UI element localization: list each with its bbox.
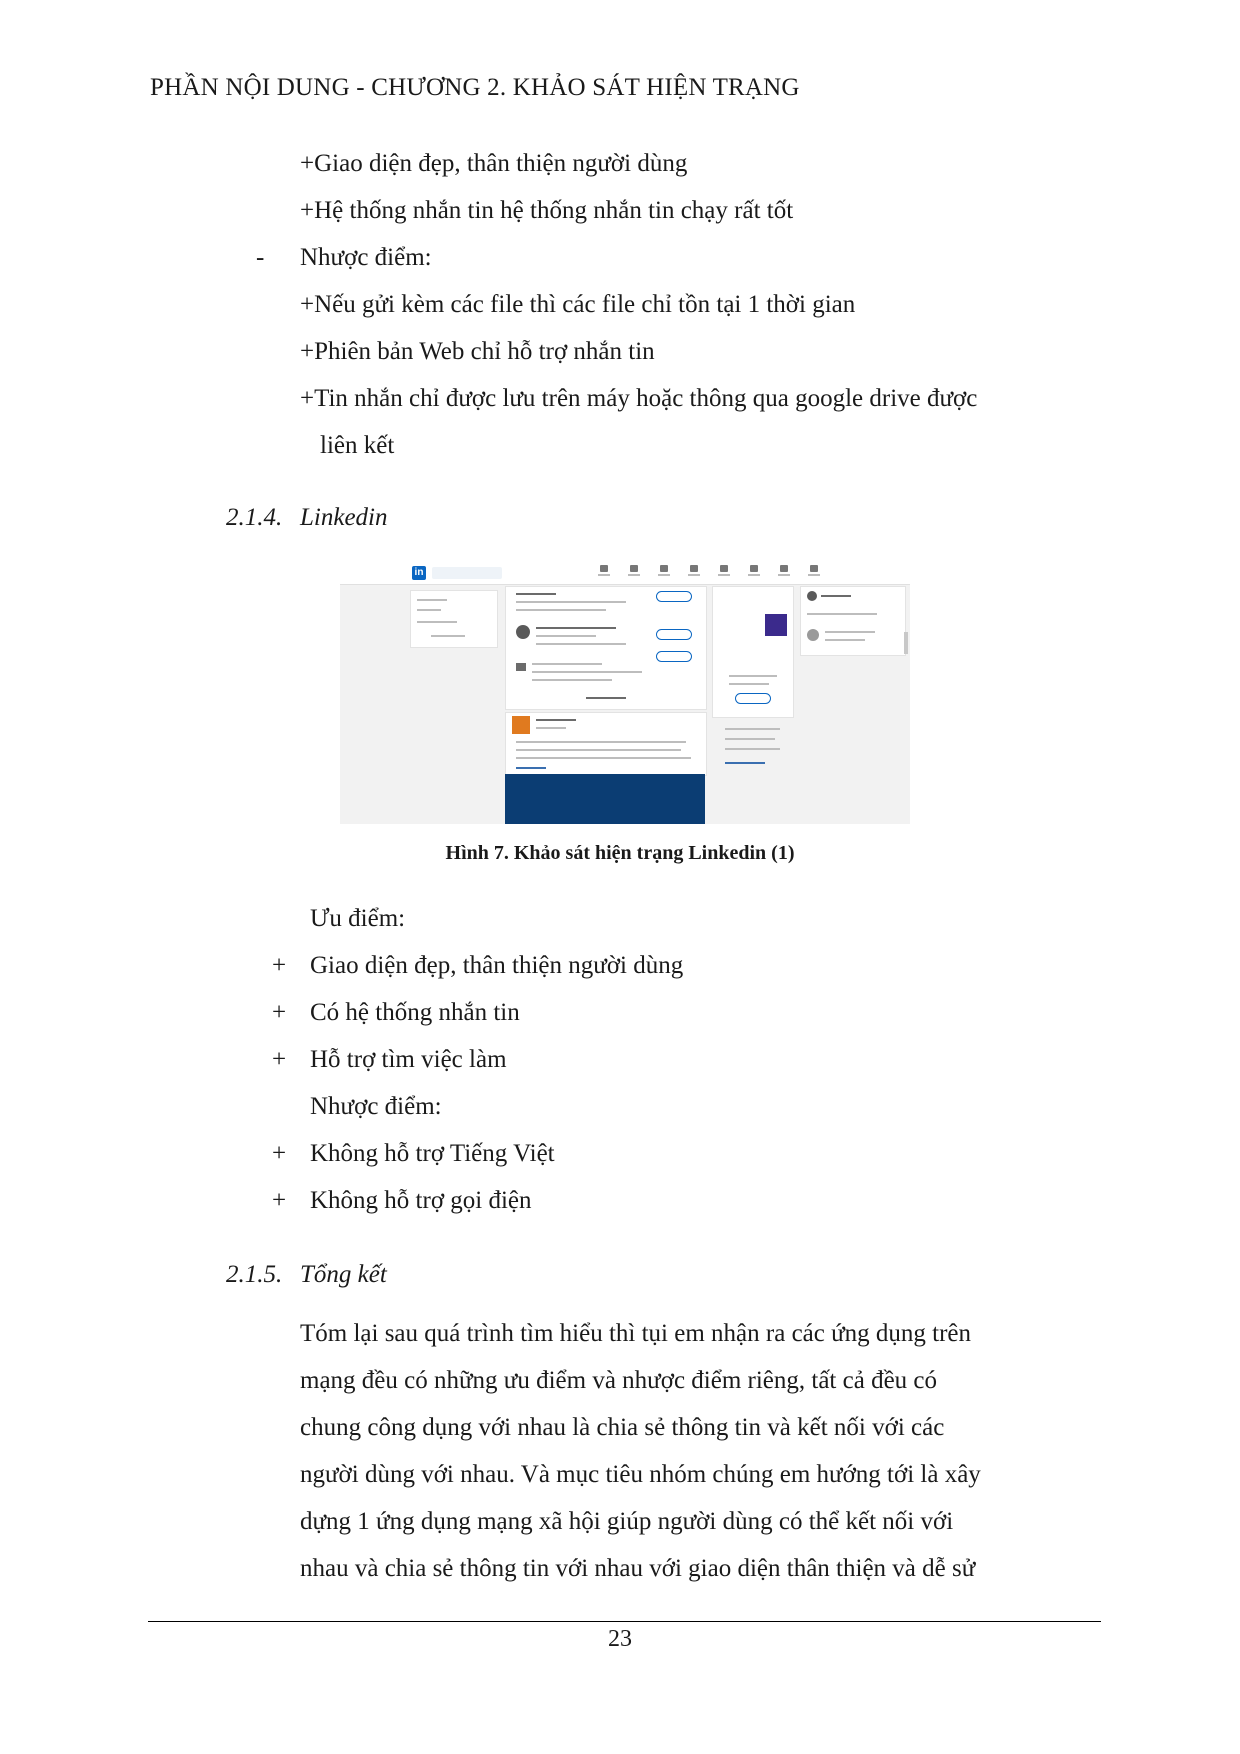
section-title-linkedin: Linkedin	[300, 504, 388, 531]
linkedin-topbar	[340, 562, 910, 585]
cons-bullet-2: +	[272, 1187, 287, 1214]
linkedin-post-video	[505, 774, 705, 824]
post-author-avatar-icon	[512, 716, 530, 734]
summary-line-6: nhau và chia sẻ thông tin với nhau với giao diện thân thiện và dễ sử	[300, 1555, 976, 1582]
figure-caption: Hình 7. Khảo sát hiện trạng Linkedin (1)	[445, 842, 795, 864]
messaging-scrollbar	[904, 632, 908, 654]
promoted-company-logo-icon	[765, 614, 787, 636]
pros-label: Ưu điểm:	[310, 905, 406, 932]
cons-item-2-linkedin: Không hỗ trợ gọi điện	[310, 1187, 532, 1214]
footer-rule	[148, 1621, 1101, 1622]
cons-bullet-1: +	[272, 1140, 287, 1167]
me-icon	[748, 565, 760, 579]
page-number: 23	[608, 1626, 632, 1652]
pros-item-1: Giao diện đẹp, thân thiện người dùng	[310, 952, 684, 979]
pros-bullet-3: +	[272, 1046, 287, 1073]
linkedin-left-sidebar	[410, 590, 498, 648]
cons-label: Nhược điểm:	[300, 244, 432, 271]
con-item-3: +Tin nhắn chỉ được lưu trên máy hoặc thông qua google drive được	[300, 385, 978, 412]
summary-line-2: mạng đều có những ưu điểm và nhược điểm riêng, tất cả đều có	[300, 1367, 938, 1394]
messaging-icon	[688, 565, 700, 579]
summary-line-3: chung công dụng với nhau là chia sẻ thông tin và kết nối với các	[300, 1414, 945, 1441]
linkedin-screenshot-figure	[340, 562, 910, 824]
home-icon	[598, 565, 610, 579]
con-item-1: +Nếu gửi kèm các file thì các file chỉ tồn tại 1 thời gian	[300, 291, 856, 318]
pros-item-3: Hỗ trợ tìm việc làm	[310, 1046, 507, 1073]
section-title-summary: Tổng kết	[300, 1261, 387, 1288]
pros-bullet-1: +	[272, 952, 287, 979]
pro-item-1: +Giao diện đẹp, thân thiện người dùng	[300, 150, 688, 177]
summary-line-4: người dùng với nhau. Và mục tiêu nhóm chúng em hướng tới là xây	[300, 1461, 981, 1488]
pros-bullet-2: +	[272, 999, 287, 1026]
running-header: PHẦN NỘI DUNG - CHƯƠNG 2. KHẢO SÁT HIỆN TRẠNG	[150, 74, 800, 101]
linkedin-logo-icon: in	[412, 566, 426, 580]
con-item-3-continued: liên kết	[320, 432, 395, 459]
con-item-2: +Phiên bản Web chỉ hỗ trợ nhắn tin	[300, 338, 655, 365]
network-icon	[628, 565, 640, 579]
premium-icon	[808, 565, 820, 579]
section-number-215: 2.1.5.	[226, 1261, 283, 1288]
summary-line-1: Tóm lại sau quá trình tìm hiểu thì tụi em nhận ra các ứng dụng trên	[300, 1320, 972, 1347]
linkedin-feed-card	[505, 586, 707, 710]
pros-item-2: Có hệ thống nhắn tin	[310, 999, 520, 1026]
section-number-214: 2.1.4.	[226, 504, 283, 531]
pro-item-2: +Hệ thống nhắn tin hệ thống nhắn tin chạy rất tốt	[300, 197, 794, 224]
linkedin-right-card	[712, 586, 794, 718]
cons-label-linkedin: Nhược điểm:	[310, 1093, 442, 1120]
summary-line-5: dựng 1 ứng dụng mạng xã hội giúp người dùng có thể kết nối với	[300, 1508, 954, 1535]
linkedin-search-box	[432, 567, 502, 579]
jobs-icon	[658, 565, 670, 579]
work-icon	[778, 565, 790, 579]
cons-bullet: -	[256, 244, 265, 271]
cons-item-1-linkedin: Không hỗ trợ Tiếng Việt	[310, 1140, 555, 1167]
notifications-icon	[718, 565, 730, 579]
feed-avatar-icon	[516, 625, 530, 639]
linkedin-post-card	[505, 712, 707, 776]
linkedin-messaging-panel	[800, 586, 906, 656]
